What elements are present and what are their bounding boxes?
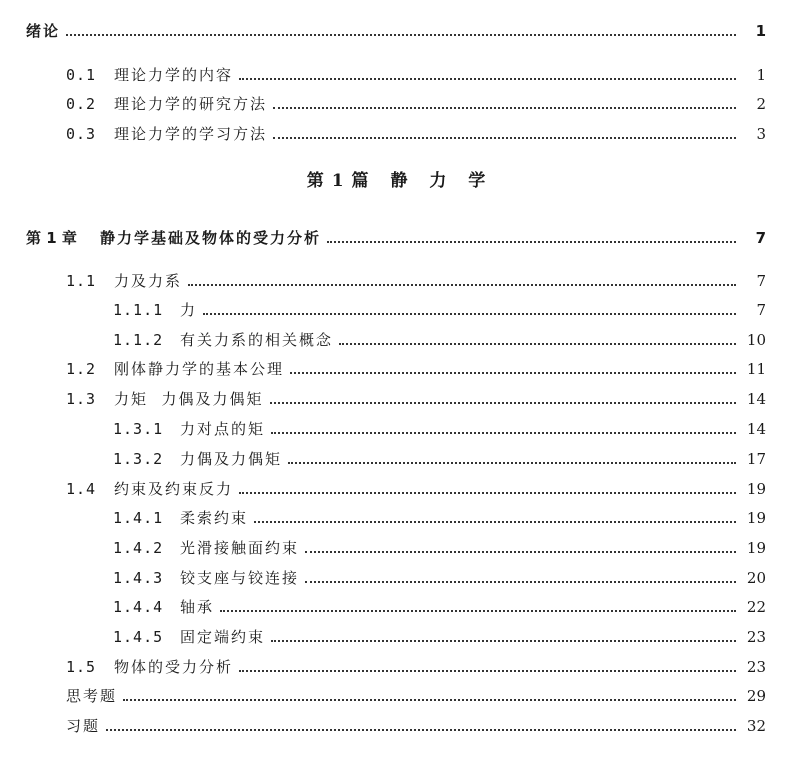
toc-entry-page: 7 <box>756 301 766 319</box>
toc-entry-title: 力矩 力偶及力偶矩 <box>114 390 264 408</box>
toc-entry-number: 1.1 <box>66 272 97 290</box>
dot-leader <box>327 241 736 243</box>
dot-leader <box>271 640 736 642</box>
toc-entry-title: 思考题 <box>66 687 118 705</box>
toc-entry-0-3[interactable] <box>66 123 766 145</box>
toc-entry-title: 物体的受力分析 <box>114 658 234 676</box>
dot-leader <box>239 78 736 80</box>
toc-entry-1-4-3[interactable] <box>113 567 766 589</box>
dot-leader <box>220 610 736 612</box>
toc-entry-1-3[interactable] <box>66 388 766 410</box>
toc-entry-number: 1.1.2 <box>113 331 164 349</box>
dot-leader <box>123 699 736 701</box>
toc-entry-title: 力 <box>180 301 198 319</box>
toc-entry-title: 理论力学的学习方法 <box>114 125 268 143</box>
dot-leader <box>66 34 736 36</box>
toc-entry-1-5[interactable] <box>66 656 766 678</box>
toc-entry-number: 1.4.1 <box>113 509 164 527</box>
toc-entry-page: 1 <box>756 66 766 84</box>
toc-entry-chapter-1[interactable] <box>26 227 766 249</box>
toc-entry-title: 铰支座与铰连接 <box>180 569 300 587</box>
dot-leader <box>273 137 736 139</box>
toc-entry-number: 1.4 <box>66 480 97 498</box>
toc-entry-page: 7 <box>755 229 766 247</box>
dot-leader <box>188 284 736 286</box>
toc-entry-page: 11 <box>746 360 766 378</box>
toc-entry-1-1-2[interactable] <box>113 329 766 351</box>
toc-entry-page: 19 <box>746 539 766 557</box>
dot-leader <box>305 551 736 553</box>
dot-leader <box>270 402 736 404</box>
toc-entry-number: 1.4.3 <box>113 569 164 587</box>
toc-entry-title: 习题 <box>66 717 101 735</box>
dot-leader <box>273 107 736 109</box>
toc-entry-1-4-1[interactable] <box>113 507 766 529</box>
toc-entry-title: 约束及约束反力 <box>114 480 234 498</box>
toc-entry-1-3-1[interactable] <box>113 418 766 440</box>
toc-entry-number: 1.4.4 <box>113 598 164 616</box>
toc-entry-1-2[interactable] <box>66 358 766 380</box>
toc-entry-1-3-2[interactable] <box>113 448 766 470</box>
toc-entry-title: 理论力学的内容 <box>114 66 234 84</box>
dot-leader <box>339 343 736 345</box>
toc-entry-exercises[interactable] <box>66 715 766 737</box>
toc-entry-title: 力偶及力偶矩 <box>180 450 283 468</box>
toc-entry-number: 1.3.1 <box>113 420 164 438</box>
toc-entry-title: 固定端约束 <box>180 628 266 646</box>
toc-entry-intro[interactable] <box>26 20 766 42</box>
toc-entry-number: 1.5 <box>66 658 97 676</box>
toc-entry-1-1-1[interactable] <box>113 299 766 321</box>
toc-entry-title: 力对点的矩 <box>180 420 266 438</box>
toc-entry-0-1[interactable] <box>66 64 766 86</box>
toc-entry-number: 1.4.5 <box>113 628 164 646</box>
toc-entry-page: 32 <box>746 717 766 735</box>
toc-entry-page: 14 <box>746 420 766 438</box>
toc-entry-title: 力及力系 <box>114 272 183 290</box>
toc-entry-1-4-4[interactable] <box>113 596 766 618</box>
toc-entry-page: 7 <box>756 272 766 290</box>
toc-entry-page: 19 <box>746 480 766 498</box>
toc-entry-thinking[interactable] <box>66 685 766 707</box>
toc-entry-number: 0.2 <box>66 95 97 113</box>
toc-entry-page: 22 <box>746 598 766 616</box>
toc-entry-number: 1.2 <box>66 360 97 378</box>
dot-leader <box>271 432 736 434</box>
toc-entry-page: 23 <box>746 658 766 676</box>
toc-entry-title: 绪论 <box>26 22 61 40</box>
toc-entry-0-2[interactable] <box>66 93 766 115</box>
toc-entry-page: 23 <box>746 628 766 646</box>
dot-leader <box>288 462 736 464</box>
toc-entry-title: 光滑接触面约束 <box>180 539 300 557</box>
toc-entry-page: 20 <box>746 569 766 587</box>
toc-entry-number: 1.1.1 <box>113 301 164 319</box>
toc-entry-title: 有关力系的相关概念 <box>180 331 334 349</box>
dot-leader <box>290 372 736 374</box>
toc-entry-page: 2 <box>756 95 766 113</box>
dot-leader <box>203 313 736 315</box>
part-heading: 第1篇 静 力 学 <box>306 171 494 191</box>
dot-leader <box>239 492 736 494</box>
toc-entry-number: 第 1 章 <box>26 229 77 247</box>
toc-entry-title: 刚体静力学的基本公理 <box>114 360 285 378</box>
toc-entry-page: 19 <box>746 509 766 527</box>
toc-entry-title: 理论力学的研究方法 <box>114 95 268 113</box>
toc-entry-number: 1.3.2 <box>113 450 164 468</box>
toc-entry-number: 1.4.2 <box>113 539 164 557</box>
toc-entry-page: 14 <box>746 390 766 408</box>
toc-entry-1-4[interactable] <box>66 478 766 500</box>
toc-entry-number: 0.3 <box>66 125 97 143</box>
dot-leader <box>254 521 736 523</box>
toc-entry-1-4-5[interactable] <box>113 626 766 648</box>
toc-entry-page: 10 <box>746 331 766 349</box>
toc-entry-title: 轴承 <box>180 598 215 616</box>
toc-entry-page: 17 <box>746 450 766 468</box>
toc-entry-1-1[interactable] <box>66 270 766 292</box>
toc-entry-1-4-2[interactable] <box>113 537 766 559</box>
toc-entry-page: 3 <box>756 125 766 143</box>
toc-entry-number: 1.3 <box>66 390 97 408</box>
dot-leader <box>239 670 736 672</box>
dot-leader <box>106 729 736 731</box>
toc-entry-title: 柔索约束 <box>180 509 249 527</box>
toc-entry-title: 静力学基础及物体的受力分析 <box>100 229 322 247</box>
toc-entry-page: 1 <box>755 22 766 40</box>
dot-leader <box>305 581 736 583</box>
toc-entry-number: 0.1 <box>66 66 97 84</box>
toc-entry-page: 29 <box>746 687 766 705</box>
